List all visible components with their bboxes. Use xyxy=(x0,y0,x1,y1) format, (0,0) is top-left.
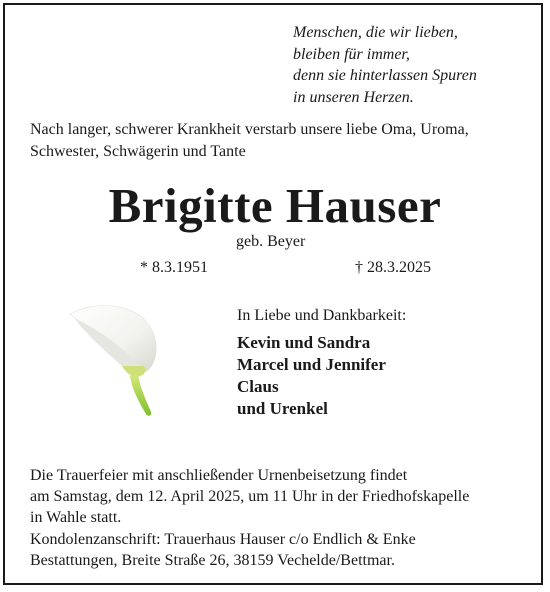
funeral-line: am Samstag, dem 12. April 2025, um 11 Uhr in der Friedhofskapelle xyxy=(30,488,470,505)
condolence-address xyxy=(30,529,530,571)
condolence-line: Bestattungen, Breite Straße 26, 38159 Vechelde/Bettmar. xyxy=(30,552,395,569)
funeral-line: in Wahle statt. xyxy=(30,509,122,526)
mourner-name: und Urenkel xyxy=(237,399,328,418)
poem-line: in unseren Herzen. xyxy=(293,88,414,106)
mourner-list xyxy=(237,332,386,420)
poem-line: denn sie hinterlassen Spuren xyxy=(293,67,477,84)
death-date: † 28.3.2025 xyxy=(355,259,431,276)
poem xyxy=(293,22,533,108)
maiden-name: geb. Beyer xyxy=(236,233,306,250)
poem-line: bleiben für immer, xyxy=(293,45,410,63)
intro-text xyxy=(30,119,530,162)
calla-lily-icon xyxy=(66,300,176,420)
condolence-line: Kondolenzanschrift: Trauerhaus Hauser c/o Endlich & Enke xyxy=(30,531,416,548)
intro-line: Nach langer, schwerer Krankheit verstarb unsere liebe Oma, Uroma, xyxy=(30,121,469,138)
mourner-name: Kevin und Sandra xyxy=(237,333,371,352)
funeral-line: Die Trauerfeier mit anschließender Urnenbeisetzung findet xyxy=(30,467,408,484)
thanks-line: In Liebe und Dankbarkeit: xyxy=(237,307,407,324)
birth-date: * 8.3.1951 xyxy=(140,259,208,276)
funeral-details xyxy=(30,465,530,528)
poem-line: Menschen, die wir lieben, xyxy=(293,24,458,41)
intro-line: Schwester, Schwägerin und Tante xyxy=(30,142,246,160)
mourner-name: Marcel und Jennifer xyxy=(237,355,386,374)
deceased-name: Brigitte Hauser xyxy=(108,178,442,233)
mourner-name: Claus xyxy=(237,377,279,396)
